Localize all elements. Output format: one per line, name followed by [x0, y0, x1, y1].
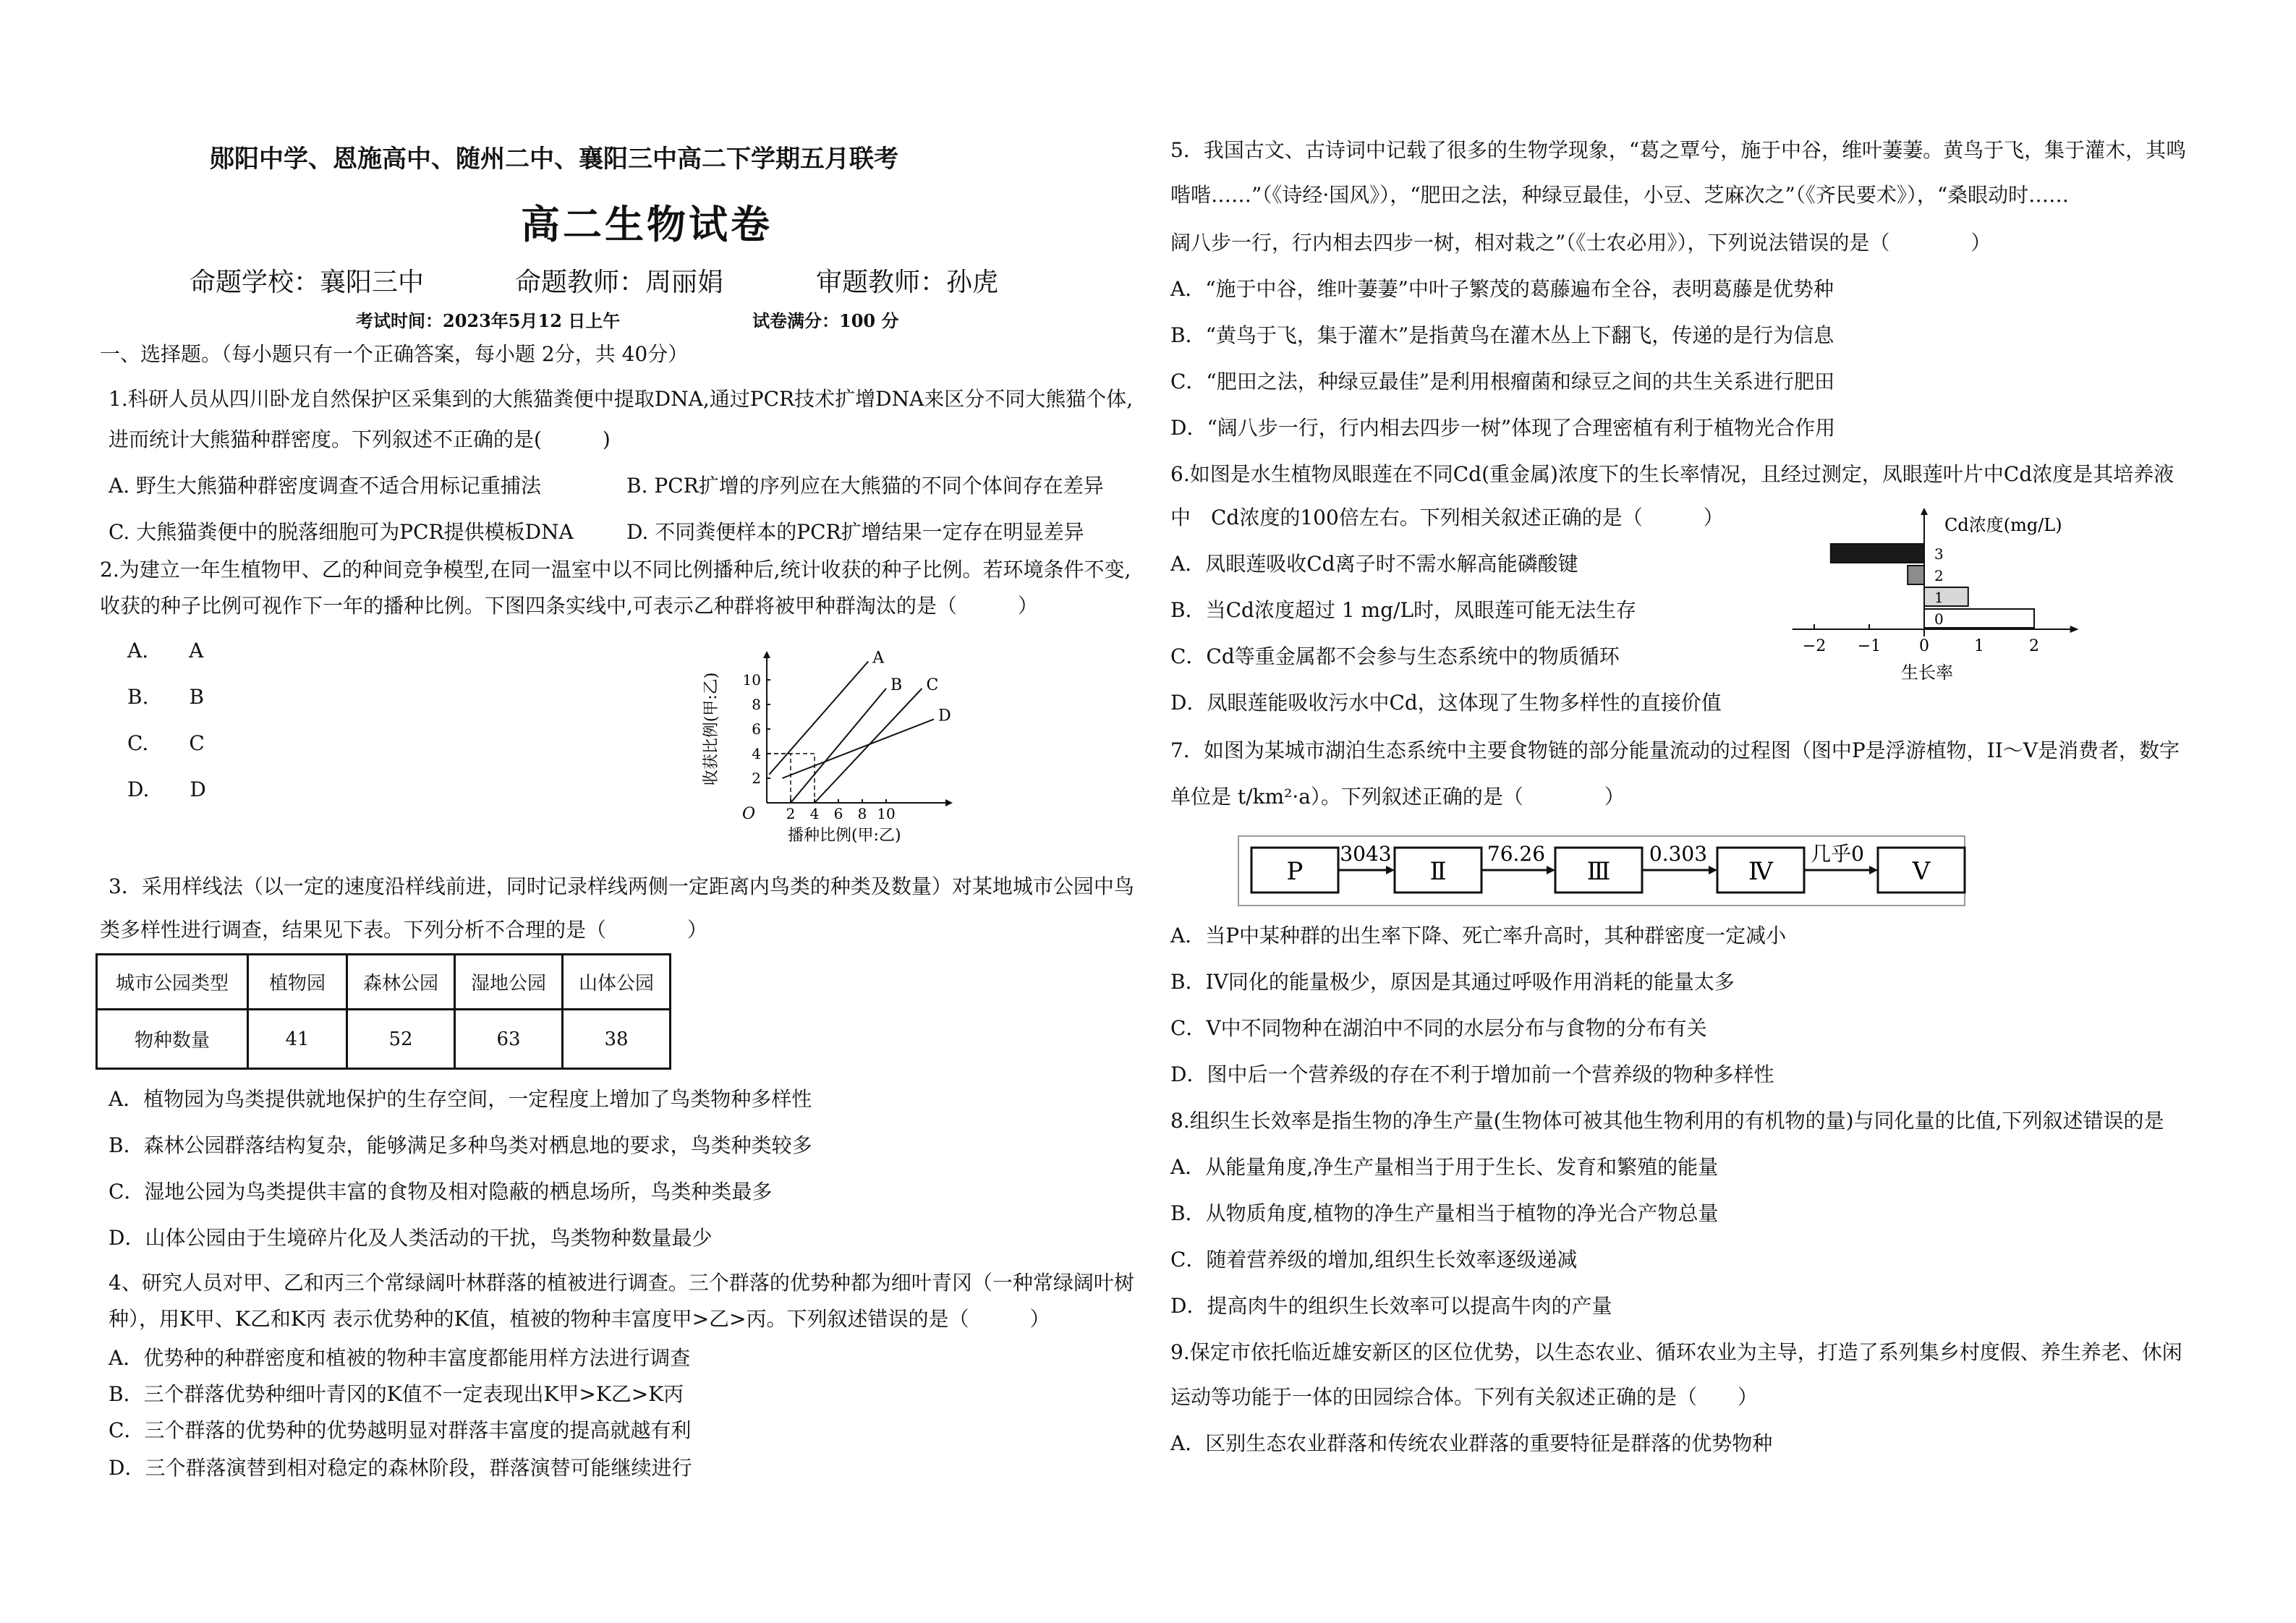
table-cell: 41 [248, 1010, 347, 1069]
q4-stem-line1: 4、研究人员对甲、乙和丙三个常绿阔叶林群落的植被进行调查。三个群落的优势种都为细叶青冈（一种常绿阔叶树 [109, 1271, 1134, 1295]
q7-option-b: B．IV同化的能量极少，原因是其通过呼吸作用消耗的能量太多 [1170, 970, 1735, 994]
competition-line-chart [687, 636, 998, 846]
y-axis-label: 收获比例(甲:乙) [702, 672, 720, 786]
x-tick-label: 8 [857, 805, 867, 822]
q5-option-a: A．“施于中谷，维叶萋萋”中叶子繁茂的葛藤遍布全谷，表明葛藤是优势种 [1170, 277, 1834, 301]
x-tick-label: 6 [833, 805, 843, 822]
proposer-school: 命题学校：襄阳三中 [190, 268, 425, 297]
node-3: Ⅲ [1586, 857, 1611, 886]
q9-stem-line1: 9.保定市依托临近雄安新区的区位优势，以生态农业、循环农业为主导，打造了系列集乡村度假、养生养老、休闲 [1170, 1340, 2182, 1364]
q1-stem-line1: 1.科研人员从四川卧龙自然保护区采集到的大熊猫粪便中提取DNA,通过PCR技术扩增DNA来区分不同大熊猫个体, [109, 387, 1134, 411]
q2-option-a: A. A [127, 639, 204, 663]
node-p: P [1286, 857, 1304, 886]
node-5: V [1912, 857, 1931, 886]
flow-value: 0.303 [1649, 842, 1708, 866]
q5-option-c: C．“肥田之法，种绿豆最佳”是利用根瘤菌和绿豆之间的共生关系进行肥田 [1170, 370, 1835, 393]
category-label: 3 [1934, 545, 1944, 563]
q6-option-d: D．凤眼莲能吸收污水中Cd，这体现了生物多样性的直接价值 [1170, 691, 1722, 715]
category-label: 1 [1934, 589, 1944, 606]
q6-option-b: B．当Cd浓度超过 1 mg/L时，凤眼莲可能无法生存 [1170, 598, 1637, 622]
exam-subtitle: 郧阳中学、恩施高中、随州二中、襄阳三中高二下学期五月联考 [210, 145, 898, 174]
q4-option-c: C．三个群落的优势种的优势越明显对群落丰富度的提高就越有利 [109, 1418, 692, 1442]
table-header-cell: 森林公园 [347, 955, 455, 1010]
x-tick-label: 4 [809, 805, 820, 822]
exam-time: 考试时间：2023年5月12 日上午 [356, 310, 621, 331]
q5-option-d: D．“阔八步一行，行内相去四步一树”体现了合理密植有利于植物光合作用 [1170, 416, 1836, 440]
flow-value: 几乎0 [1811, 842, 1864, 866]
section-heading: 一、选择题。（每小题只有一个正确答案，每小题 2分，共 40分） [100, 342, 689, 366]
series-label: D [938, 707, 951, 725]
x-tick-label: −2 [1802, 637, 1827, 655]
y-tick-label: 8 [752, 696, 761, 713]
q2-option-d: D. D [127, 778, 206, 801]
q1-option-b: B. PCR扩增的序列应在大熊猫的不同个体间存在差异 [626, 474, 1104, 498]
flow-value: 3043 [1340, 842, 1392, 866]
y-tick-label: 6 [752, 720, 761, 738]
q3-stem-line2: 类多样性进行调查，结果见下表。下列分析不合理的是（ ） [100, 918, 708, 942]
series-line [782, 719, 934, 778]
q5-stem-line3: 阔八步一行，行内相去四步一树，相对栽之”（《士农必用》），下列说法错误的是（ ） [1170, 231, 1991, 255]
q5-stem-line2: 喈喈……”（《诗经·国风》），“肥田之法，种绿豆最佳，小豆、芝麻次之”（《齐民要术》），“桑眼动时…… [1170, 183, 2070, 207]
category-label: 0 [1934, 610, 1944, 628]
arrow-head [1386, 866, 1395, 874]
q1-option-d: D. 不同粪便样本的PCR扩增结果一定存在明显差异 [626, 520, 1084, 544]
q9-option-a: A．区别生态农业群落和传统农业群落的重要特征是群落的优势物种 [1170, 1431, 1773, 1455]
table-cell: 63 [455, 1010, 563, 1069]
series-line [791, 689, 886, 803]
proposer-teacher: 命题教师：周丽娟 [515, 268, 724, 297]
x-tick-label: 10 [877, 805, 896, 822]
table-cell: 38 [563, 1010, 671, 1069]
node-2: Ⅱ [1429, 857, 1447, 886]
y-axis-arrow [1921, 508, 1928, 515]
q2-option-c: C. C [127, 731, 205, 755]
table-header-cell: 植物园 [248, 955, 347, 1010]
x-axis-arrow [945, 799, 953, 806]
q5-stem-line1: 5．我国古文、古诗词中记载了很多的生物学现象，“葛之覃兮，施于中谷，维叶萋萋。黄鸟于飞，集于灌木，其鸣 [1170, 138, 2187, 162]
q8-stem-line1: 8.组织生长效率是指生物的净生产量(生物体可被其他生物利用的有机物的量)与同化量的比值,下列叙述错误的是 [1170, 1109, 2164, 1133]
q2-stem-line2: 收获的种子比例可视作下一年的播种比例。下图四条实线中,可表示乙种群将被甲种群淘汰的是（ ） [100, 594, 1038, 618]
q8-option-d: D．提高肉牛的组织生长效率可以提高牛肉的产量 [1170, 1294, 1612, 1318]
series-line [769, 662, 868, 775]
y-axis-arrow [763, 651, 770, 658]
series-label: B [890, 676, 903, 694]
q6-stem-line1: 6.如图是水生植物凤眼莲在不同Cd(重金属)浓度下的生长率情况，且经过测定，凤眼莲叶片中Cd浓度是其培养液 [1170, 462, 2174, 486]
y-tick-label: 4 [752, 745, 761, 762]
arrow-head [1869, 866, 1878, 874]
full-score: 试卷满分：100 分 [752, 310, 899, 331]
q3-stem-line1: 3．采用样线法（以一定的速度沿样线前进，同时记录样线两侧一定距离内鸟类的种类及数量）对某地城市公园中鸟 [109, 874, 1134, 898]
q1-option-a: A. 野生大熊猫种群密度调查不适合用标记重捕法 [109, 474, 542, 498]
flow-value: 76.26 [1487, 842, 1546, 866]
x-tick-label: 2 [2029, 637, 2039, 655]
arrow-head [1709, 866, 1717, 874]
q3-option-d: D．山体公园由于生境碎片化及人类活动的干扰，鸟类物种数量最少 [109, 1226, 713, 1250]
q4-option-d: D．三个群落演替到相对稳定的森林阶段，群落演替可能继续进行 [109, 1456, 692, 1480]
x-tick-label: 1 [1974, 637, 1984, 655]
bird-species-table [95, 953, 671, 1070]
table-cell: 52 [347, 1010, 455, 1069]
q5-option-b: B．“黄鸟于飞，集于灌木”是指黄鸟在灌木丛上下翻飞，传递的是行为信息 [1170, 323, 1834, 347]
exam-title: 高二生物试卷 [521, 201, 773, 247]
q4-stem-line2: 种），用K甲、K乙和K丙 表示优势种的K值，植被的物种丰富度甲>乙>丙。下列叙述错误的是（ ） [109, 1307, 1050, 1331]
y-tick-label: 10 [742, 671, 761, 689]
q8-option-b: B．从物质角度,植物的净生产量相当于植物的净光合产物总量 [1170, 1201, 1719, 1225]
x-axis-label: 播种比例(甲:乙) [787, 827, 901, 845]
q7-stem-line1: 7．如图为某城市湖泊生态系统中主要食物链的部分能量流动的过程图（图中P是浮游植物，II～V是消费者，数字 [1170, 738, 2180, 762]
q7-option-a: A．当P中某种群的出生率下降、死亡率升高时，其种群密度一定减小 [1170, 924, 1787, 947]
series-label: C [926, 676, 939, 694]
q7-option-c: C．V中不同物种在湖泊中不同的水层分布与食物的分布有关 [1170, 1016, 1707, 1040]
q6-option-a: A．凤眼莲吸收Cd离子时不需水解高能磷酸键 [1170, 552, 1578, 576]
category-label: 2 [1934, 567, 1944, 584]
y-tick-label: 2 [752, 770, 761, 787]
x-tick-label: 0 [1919, 637, 1929, 655]
q8-option-c: C．随着营养级的增加,组织生长效率逐级递减 [1170, 1248, 1578, 1271]
reviewer: 审题教师：孙虎 [816, 268, 999, 297]
q2-stem-line1: 2.为建立一年生植物甲、乙的种间竞争模型,在同一温室中以不同比例播种后,统计收获的种子比例。若环境条件不变, [100, 558, 1131, 582]
table-header-row [97, 955, 671, 1010]
x-tick-label: −1 [1857, 637, 1882, 655]
table-header-cell: 湿地公园 [455, 955, 563, 1010]
series-label: A [872, 649, 885, 668]
energy-flow-diagram [1237, 832, 1968, 911]
origin-label: O [741, 805, 755, 823]
cd-growth-bar-chart [1765, 506, 2112, 702]
q2-option-b: B. B [127, 685, 205, 709]
q6-stem-line2: 中 Cd浓度的100倍左右。下列相关叙述正确的是（ ） [1170, 506, 1724, 529]
q8-option-a: A．从能量角度,净生产量相当于用于生长、发育和繁殖的能量 [1170, 1155, 1719, 1179]
bar [1908, 566, 1924, 584]
y-axis-label: Cd浓度(mg/L) [1944, 515, 2062, 535]
q3-option-a: A．植物园为鸟类提供就地保护的生存空间，一定程度上增加了鸟类物种多样性 [109, 1087, 812, 1111]
x-tick-label: 2 [786, 805, 796, 822]
arrow-head [1547, 866, 1555, 874]
series-line [815, 689, 922, 803]
q4-option-a: A．优势种的种群密度和植被的物种丰富度都能用样方法进行调查 [109, 1346, 691, 1370]
q4-option-b: B．三个群落优势种细叶青冈的K值不一定表现出K甲>K乙>K丙 [109, 1382, 684, 1406]
table-header-cell: 山体公园 [563, 955, 671, 1010]
table-row [97, 1010, 671, 1069]
table-cell: 物种数量 [97, 1010, 248, 1069]
q7-option-d: D．图中后一个营养级的存在不利于增加前一个营养级的物种多样性 [1170, 1062, 1774, 1086]
q9-stem-line2: 运动等功能于一体的田园综合体。下列有关叙述正确的是（ ） [1170, 1385, 1759, 1409]
node-4: Ⅳ [1748, 857, 1773, 886]
bar [1831, 544, 1924, 563]
q6-option-c: C．Cd等重金属都不会参与生态系统中的物质循环 [1170, 644, 1620, 668]
q1-option-c: C. 大熊猫粪便中的脱落细胞可为PCR提供模板DNA [109, 520, 574, 544]
bar [1924, 587, 1968, 606]
q7-stem-line2: 单位是 t/km²·a）。下列叙述正确的是（ ） [1170, 785, 1625, 809]
q1-stem-line2: 进而统计大熊猫种群密度。下列叙述不正确的是( ) [109, 427, 611, 451]
q3-option-b: B．森林公园群落结构复杂，能够满足多种鸟类对栖息地的要求，鸟类种类较多 [109, 1133, 812, 1157]
q3-option-c: C．湿地公园为鸟类提供丰富的食物及相对隐蔽的栖息场所，鸟类种类最多 [109, 1180, 773, 1204]
table-header-cell: 城市公园类型 [97, 955, 248, 1010]
x-axis-arrow [2070, 626, 2079, 633]
x-axis-label: 生长率 [1901, 663, 1953, 683]
